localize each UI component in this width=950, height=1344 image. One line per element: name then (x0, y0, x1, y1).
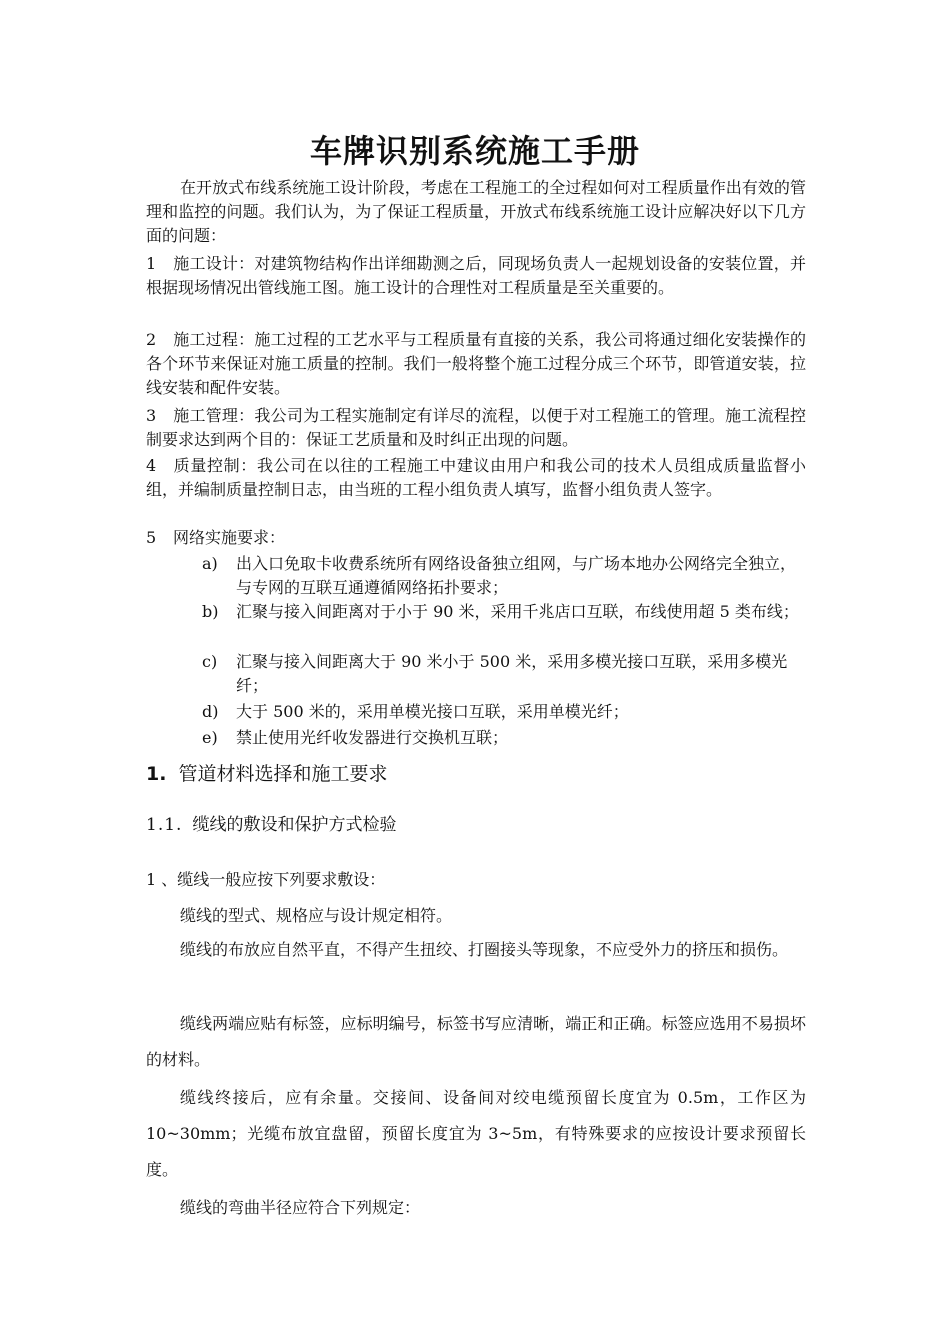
sub-list-item (202, 600, 802, 624)
subsection-heading (146, 812, 396, 838)
sub-list-label: a) (202, 554, 218, 573)
list-item-number: 3 (146, 406, 157, 425)
subsection-title: 缆线的敷设和保护方式检验 (192, 815, 397, 835)
body-paragraph: 缆线终接后，应有余量。交接间、设备间对绞电缆预留长度宜为 0.5m，工作区为 10~30mm；光缆布放宜盘留，预留长度宜为 3~5m，有特殊要求的应按设计要求预留长度。 (146, 1088, 806, 1179)
intro-paragraph: 在开放式布线系统施工设计阶段，考虑在工程施工的全过程如何对工程质量作出有效的管理和监控的问题。我们认为，为了保证工程质量，开放式布线系统施工设计应解决好以下几方面的问题： (146, 178, 806, 245)
list-item-number: 4 (146, 456, 157, 475)
body-paragraph: 缆线的型式、规格应与设计规定相符。 (180, 906, 453, 925)
sub-list-text: 大于 500 米的，采用单模光接口互联，采用单模光纤； (236, 702, 629, 721)
list-item (146, 328, 806, 400)
sub-list-item (202, 726, 802, 750)
sub-list-label: b) (202, 602, 219, 621)
requirements-heading: 1 、缆线一般应按下列要求敷设： (146, 870, 386, 889)
list-item (146, 252, 806, 300)
list-item-text: 施工设计：对建筑物结构作出详细勘测之后，同现场负责人一起规划设备的安装位置，并根据现场情况出管线施工图。施工设计的合理性对工程质量是至关重要的。 (146, 254, 806, 297)
sub-list-label: d) (202, 702, 219, 721)
sub-list-label: c) (202, 652, 218, 671)
body-paragraph: 缆线两端应贴有标签，应标明编号，标签书写应清晰，端正和正确。标签应选用不易损坏的材料。 (146, 1014, 806, 1069)
section-title: 管道材料选择和施工要求 (178, 763, 388, 785)
list-item-text: 施工过程：施工过程的工艺水平与工程质量有直接的关系，我公司将通过细化安装操作的各个环节来保证对施工质量的控制。我们一般将整个施工过程分成三个环节，即管道安装，拉线安装和配件安装。 (146, 330, 806, 397)
list-item-number: 5 (146, 528, 157, 547)
list-item-text: 施工管理：我公司为工程实施制定有详尽的流程，以便于对工程施工的管理。施工流程控制要求达到两个目的：保证工艺质量和及时纠正出现的问题。 (146, 406, 806, 449)
sub-list-item (202, 650, 802, 698)
subsection-number: 1.1. (146, 815, 183, 835)
list-item-text: 质量控制：我公司在以往的工程施工中建议由用户和我公司的技术人员组成质量监督小组，并编制质量控制日志，由当班的工程小组负责人填写，监督小组负责人签字。 (146, 456, 806, 499)
body-paragraph: 缆线的布放应自然平直，不得产生扭绞、打圈接头等现象，不应受外力的挤压和损伤。 (180, 940, 789, 959)
sub-list-text: 出入口免取卡收费系统所有网络设备独立组网，与广场本地办公网络完全独立，与专网的互联互通遵循网络拓扑要求； (236, 554, 797, 597)
list-item-number: 1 (146, 254, 157, 273)
list-item (146, 454, 806, 502)
sub-list-text: 汇聚与接入间距离对于小于 90 米，采用千兆店口互联，布线使用超 5 类布线； (236, 602, 799, 621)
section-heading (146, 760, 387, 788)
list-item-number: 2 (146, 330, 157, 349)
sub-list-text: 汇聚与接入间距离大于 90 米小于 500 米，采用多模光接口互联，采用多模光纤； (236, 652, 788, 695)
list-item (146, 526, 806, 550)
list-item (146, 404, 806, 452)
sub-list-item (202, 552, 802, 600)
sub-list-item (202, 700, 802, 724)
sub-list-label: e) (202, 728, 218, 747)
body-paragraph: 缆线的弯曲半径应符合下列规定： (180, 1198, 421, 1217)
page-title: 车牌识别系统施工手册 (309, 132, 640, 170)
section-number: 1. (146, 763, 167, 785)
list-item-text: 网络实施要求： (173, 528, 286, 547)
sub-list-text: 禁止使用光纤收发器进行交换机互联； (236, 728, 509, 747)
